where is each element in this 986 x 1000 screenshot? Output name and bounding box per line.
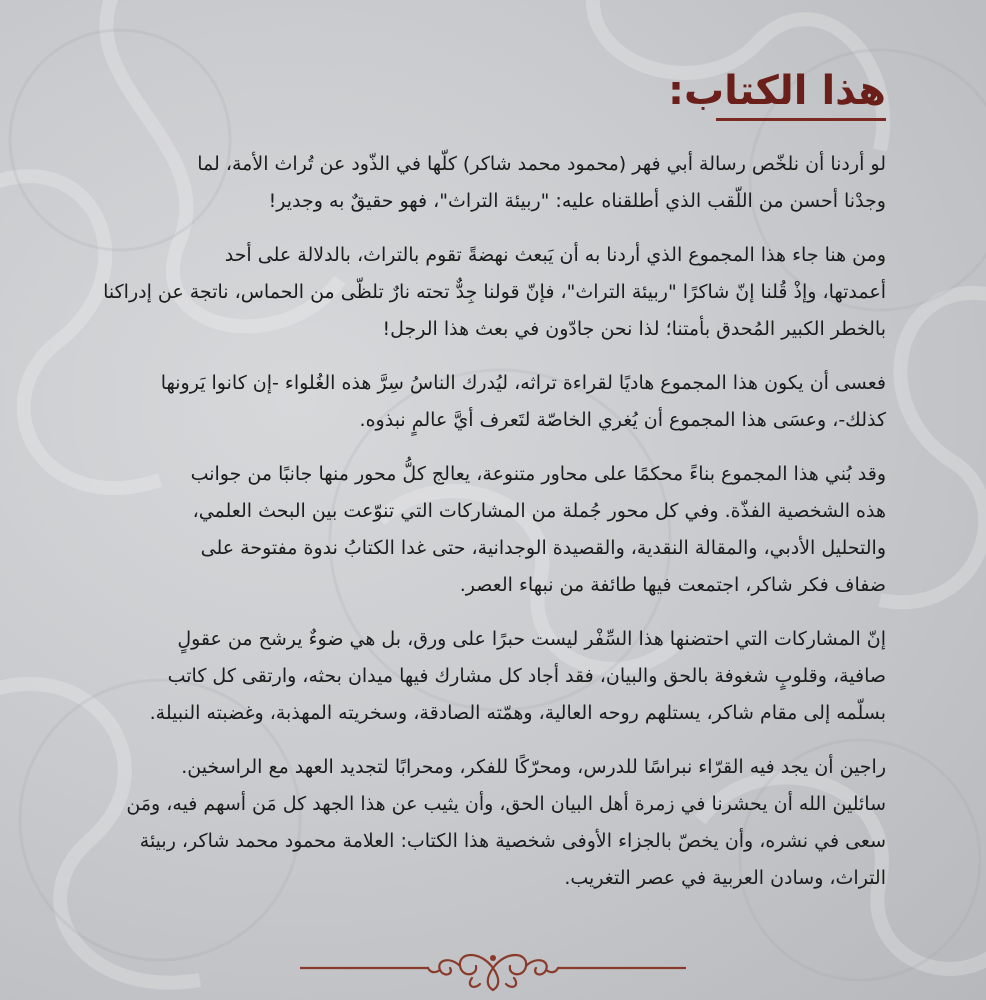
paragraph-1	[100, 146, 886, 220]
text-line: صافية، وقلوبٍ شغوفة بالحق والبيان، فقد أجاد كل مشارك فيها ميدان بحثه، وارتقى كل كاتب	[167, 665, 886, 687]
text-line: سائلين الله أن يحشرنا في زمرة أهل البيان الحق، وأن يثيب عن هذا الجهد كل مَن أسهم فيه، ومَن	[126, 793, 886, 815]
text-line: والتحليل الأدبي، والمقالة النقدية، والقصيدة الوجدانية، حتى غدا الكتابُ ندوة مفتوحة على	[200, 537, 886, 559]
floral-divider-icon	[300, 944, 686, 994]
page-title: هذا الكتاب:	[667, 68, 886, 114]
paragraph-4	[100, 456, 886, 604]
text-line: فعسى أن يكون هذا المجموع هاديًا لقراءة تراثه، ليُدرك الناسُ سِرَّ هذه الغُلواء -إن كانوا يَرونها	[160, 372, 886, 394]
text-line: وجدْنا أحسن من اللّقب الذي أطلقناه عليه: "ربيئة التراث"، فهو حقيقٌ به وجدير!	[268, 190, 886, 212]
text-line: ومن هنا جاء هذا المجموع الذي أردنا به أن يَبعث نهضةً تقوم بالتراث، بالدلالة على أحد	[224, 244, 886, 266]
text-line: بسلّمه إلى مقام شاكر، يستلهم روحه العالية، وهمّته الصادقة، وسخريته المهذبة، وغضبته النبيلة.	[149, 702, 886, 724]
paragraph-6	[100, 749, 886, 897]
text-line: أعمدتها، وإذْ قُلنا إنّ شاكرًا "ربيئة التراث"، فإنّ قولنا جِدٌّ تحته نارٌ تلظّى من الحماس، ناتجة عن إدراكنا	[103, 281, 886, 303]
text-line: هذه الشخصية الفذّة. وفي كل محور جُملة من المشاركات التي تنوّعت بين البحث العلمي،	[192, 500, 886, 522]
text-line: لو أردنا أن نلخّص رسالة أبي فهر (محمود محمد شاكر) كلّها في الذّود عن تُراث الأمة، لما	[197, 153, 886, 175]
text-line: ضفاف فكر شاكر، اجتمعت فيها طائفة من نبهاء العصر.	[459, 574, 886, 596]
text-line: سعى في نشره، وأن يخصّ بالجزاء الأوفى شخصية هذا الكتاب: العلامة محمود محمد شاكر، ربيئة	[139, 830, 886, 852]
paragraph-2	[100, 237, 886, 348]
text-line: وقد بُني هذا المجموع بناءً محكمًا على محاور متنوعة، يعالج كلُّ محور منها جانبًا من جوانب	[190, 463, 886, 485]
paragraph-3	[100, 365, 886, 439]
text-line: كذلك-، وعسَى هذا المجموع أن يُغري الخاصّة لتَعرف أيَّ عالمٍ نبذوه.	[359, 409, 886, 431]
title-underline	[716, 118, 886, 121]
text-line: إنّ المشاركات التي احتضنها هذا السِّفْر ليست حبرًا على ورق، بل هي ضوءٌ يرشح من عقولٍ	[177, 628, 886, 650]
body-text	[100, 146, 886, 914]
paragraph-5	[100, 621, 886, 732]
text-line: التراث، وسادن العربية في عصر التغريب.	[564, 867, 886, 889]
text-line: راجين أن يجد فيه القرّاء نبراسًا للدرس، ومحرّكًا للفكر، ومحرابًا لتجديد العهد مع الراسخين.	[181, 756, 886, 778]
text-line: بالخطر الكبير المُحدق بأمتنا؛ لذا نحن جادّون في بعث هذا الرجل!	[382, 318, 886, 340]
